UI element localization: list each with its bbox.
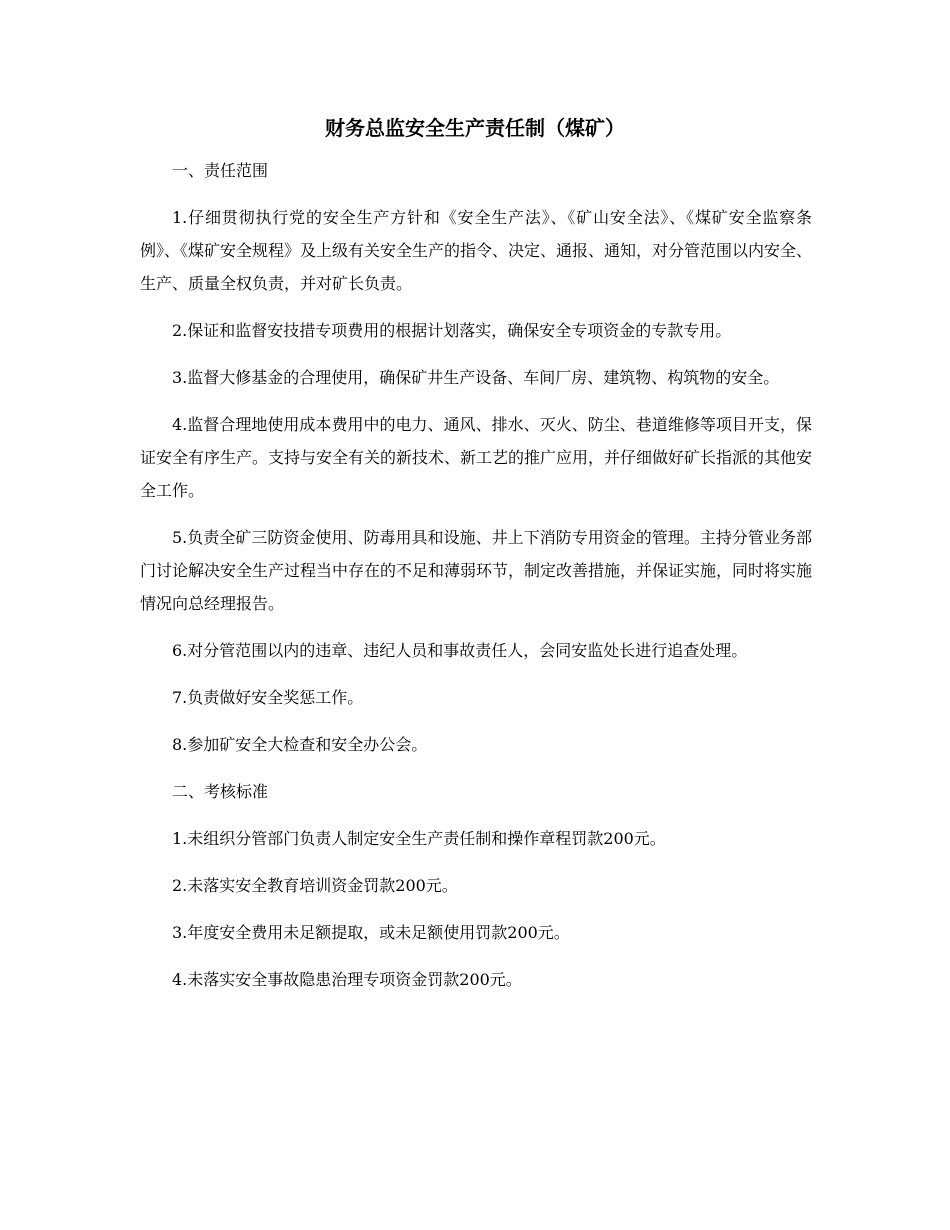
assessment-item-2: 2.未落实安全教育培训资金罚款200元。 (172, 876, 458, 895)
section-heading-responsibility: 一、责任范围 (172, 161, 269, 180)
responsibility-item-8: 8.参加矿安全大检查和安全办公会。 (172, 735, 428, 754)
document-title: 财务总监安全生产责任制（煤矿） (325, 116, 625, 140)
responsibility-item-6: 6.对分管范围以内的违章、违纪人员和事故责任人，会同安监处长进行追查处理。 (172, 641, 748, 660)
assessment-item-1: 1.未组织分管部门负责人制定安全生产责任制和操作章程罚款200元。 (172, 829, 666, 848)
responsibility-item-7: 7.负责做好安全奖惩工作。 (172, 688, 364, 707)
responsibility-item-2: 2.保证和监督安技措专项费用的根据计划落实，确保安全专项资金的专款专用。 (172, 321, 732, 340)
assessment-item-4: 4.未落实安全事故隐患治理专项资金罚款200元。 (172, 970, 522, 989)
responsibility-item-4: 4.监督合理地使用成本费用中的电力、通风、排水、灭火、防尘、巷道维修等项目开支，保证安全有序生产。支持与安全有关的新技术、新工艺的推广应用，并仔细做好矿长指派的其他安全工作。 (140, 415, 813, 500)
document-body (140, 154, 812, 1010)
responsibility-item-3: 3.监督大修基金的合理使用，确保矿井生产设备、车间厂房、建筑物、构筑物的安全。 (172, 368, 780, 387)
assessment-item-3: 3.年度安全费用未足额提取，或未足额使用罚款200元。 (172, 923, 570, 942)
responsibility-item-5: 5.负责全矿三防资金使用、防毒用具和设施、井上下消防专用资金的管理。主持分管业务部门讨论解决安全生产过程当中存在的不足和薄弱环节，制定改善措施，并保证实施，同时将实施情况向总经理报告。 (140, 528, 813, 613)
responsibility-item-1: 1.仔细贯彻执行党的安全生产方针和《安全生产法》、《矿山安全法》、《煤矿安全监察条例》、《煤矿安全规程》及上级有关安全生产的指令、决定、通报、通知，对分管范围以内安全、生产、质量全权负责，并对矿长负责。 (140, 208, 813, 293)
section-heading-assessment: 二、考核标准 (172, 782, 269, 801)
